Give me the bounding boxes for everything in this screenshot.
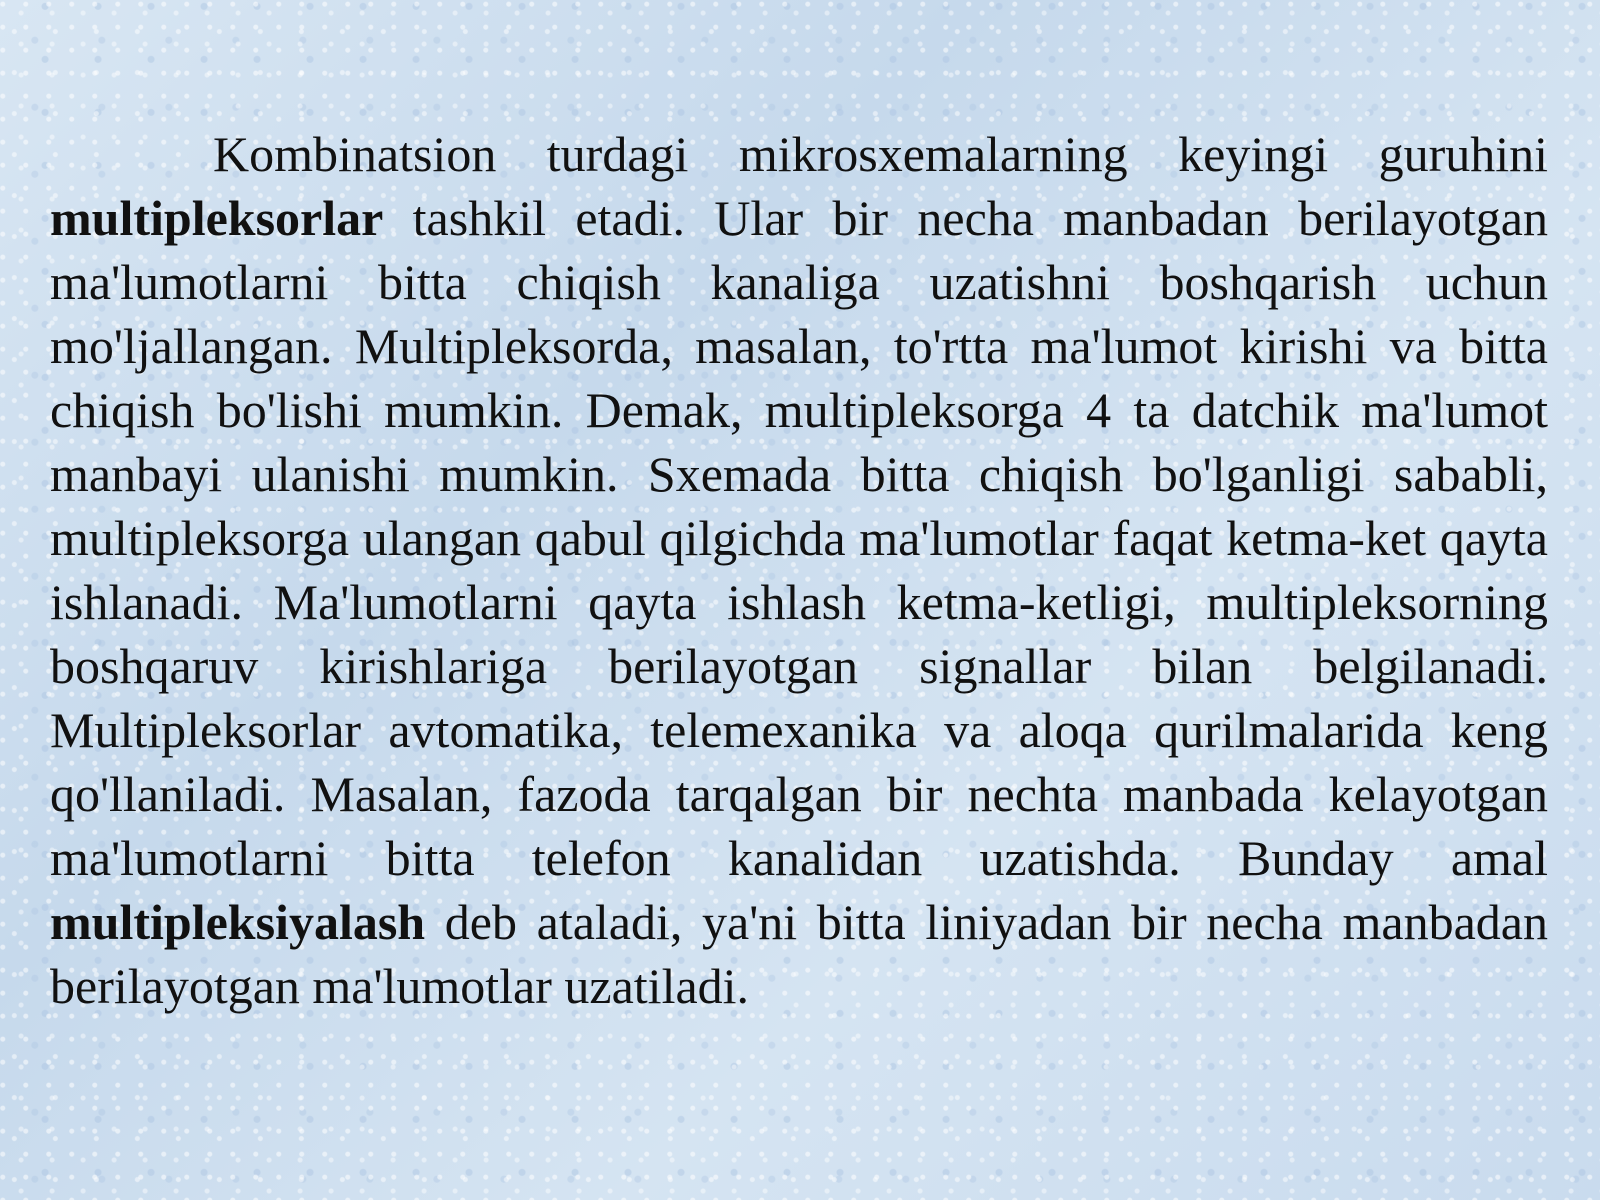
bold-term-multipleksiyalash: multipleksiyalash xyxy=(50,894,426,950)
paragraph-text-2: tashkil etadi. Ular bir necha manbadan berilayotgan ma'lumotlarni bitta chiqish kanaliga uzatishni boshqarish uchun mo'ljallangan. Multipleksorda, masalan, to'rtta ma'lumot kirishi va bitta chiqish bo'lishi mumkin. Demak, multipleksorga 4 ta datchik ma'lumot manbayi ulanishi mumkin. Sxemada bitta chiqish bo'lganligi sababli, multipleksorga ulangan qabul qilgichda ma'lumotlar faqat ketma-ket qayta ishlanadi. Ma'lumotlarni qayta ishlash ketma-ketligi, multipleksorning boshqaruv kirishlariga berilayotgan signallar bilan belgilanadi. Multipleksorlar avtomatika, telemexanika va aloqa qurilmalarida keng qo'llaniladi. Masalan, fazoda tarqalgan bir nechta manbada kelayotgan ma'lumotlarni bitta telefon kanalidan uzatishda. Bunday amal xyxy=(50,190,1548,886)
bold-term-multipleksorlar: multipleksorlar xyxy=(50,190,384,246)
paragraph-text-3: deb ataladi, ya'ni bitta liniyadan bir necha manbadan berilayotgan ma'lumotlar uzatiladi. xyxy=(50,894,1548,1014)
body-paragraph xyxy=(50,122,1548,1018)
paragraph-text-1: Kombinatsion turdagi mikrosxemalarning keyingi guruhini xyxy=(213,126,1548,182)
